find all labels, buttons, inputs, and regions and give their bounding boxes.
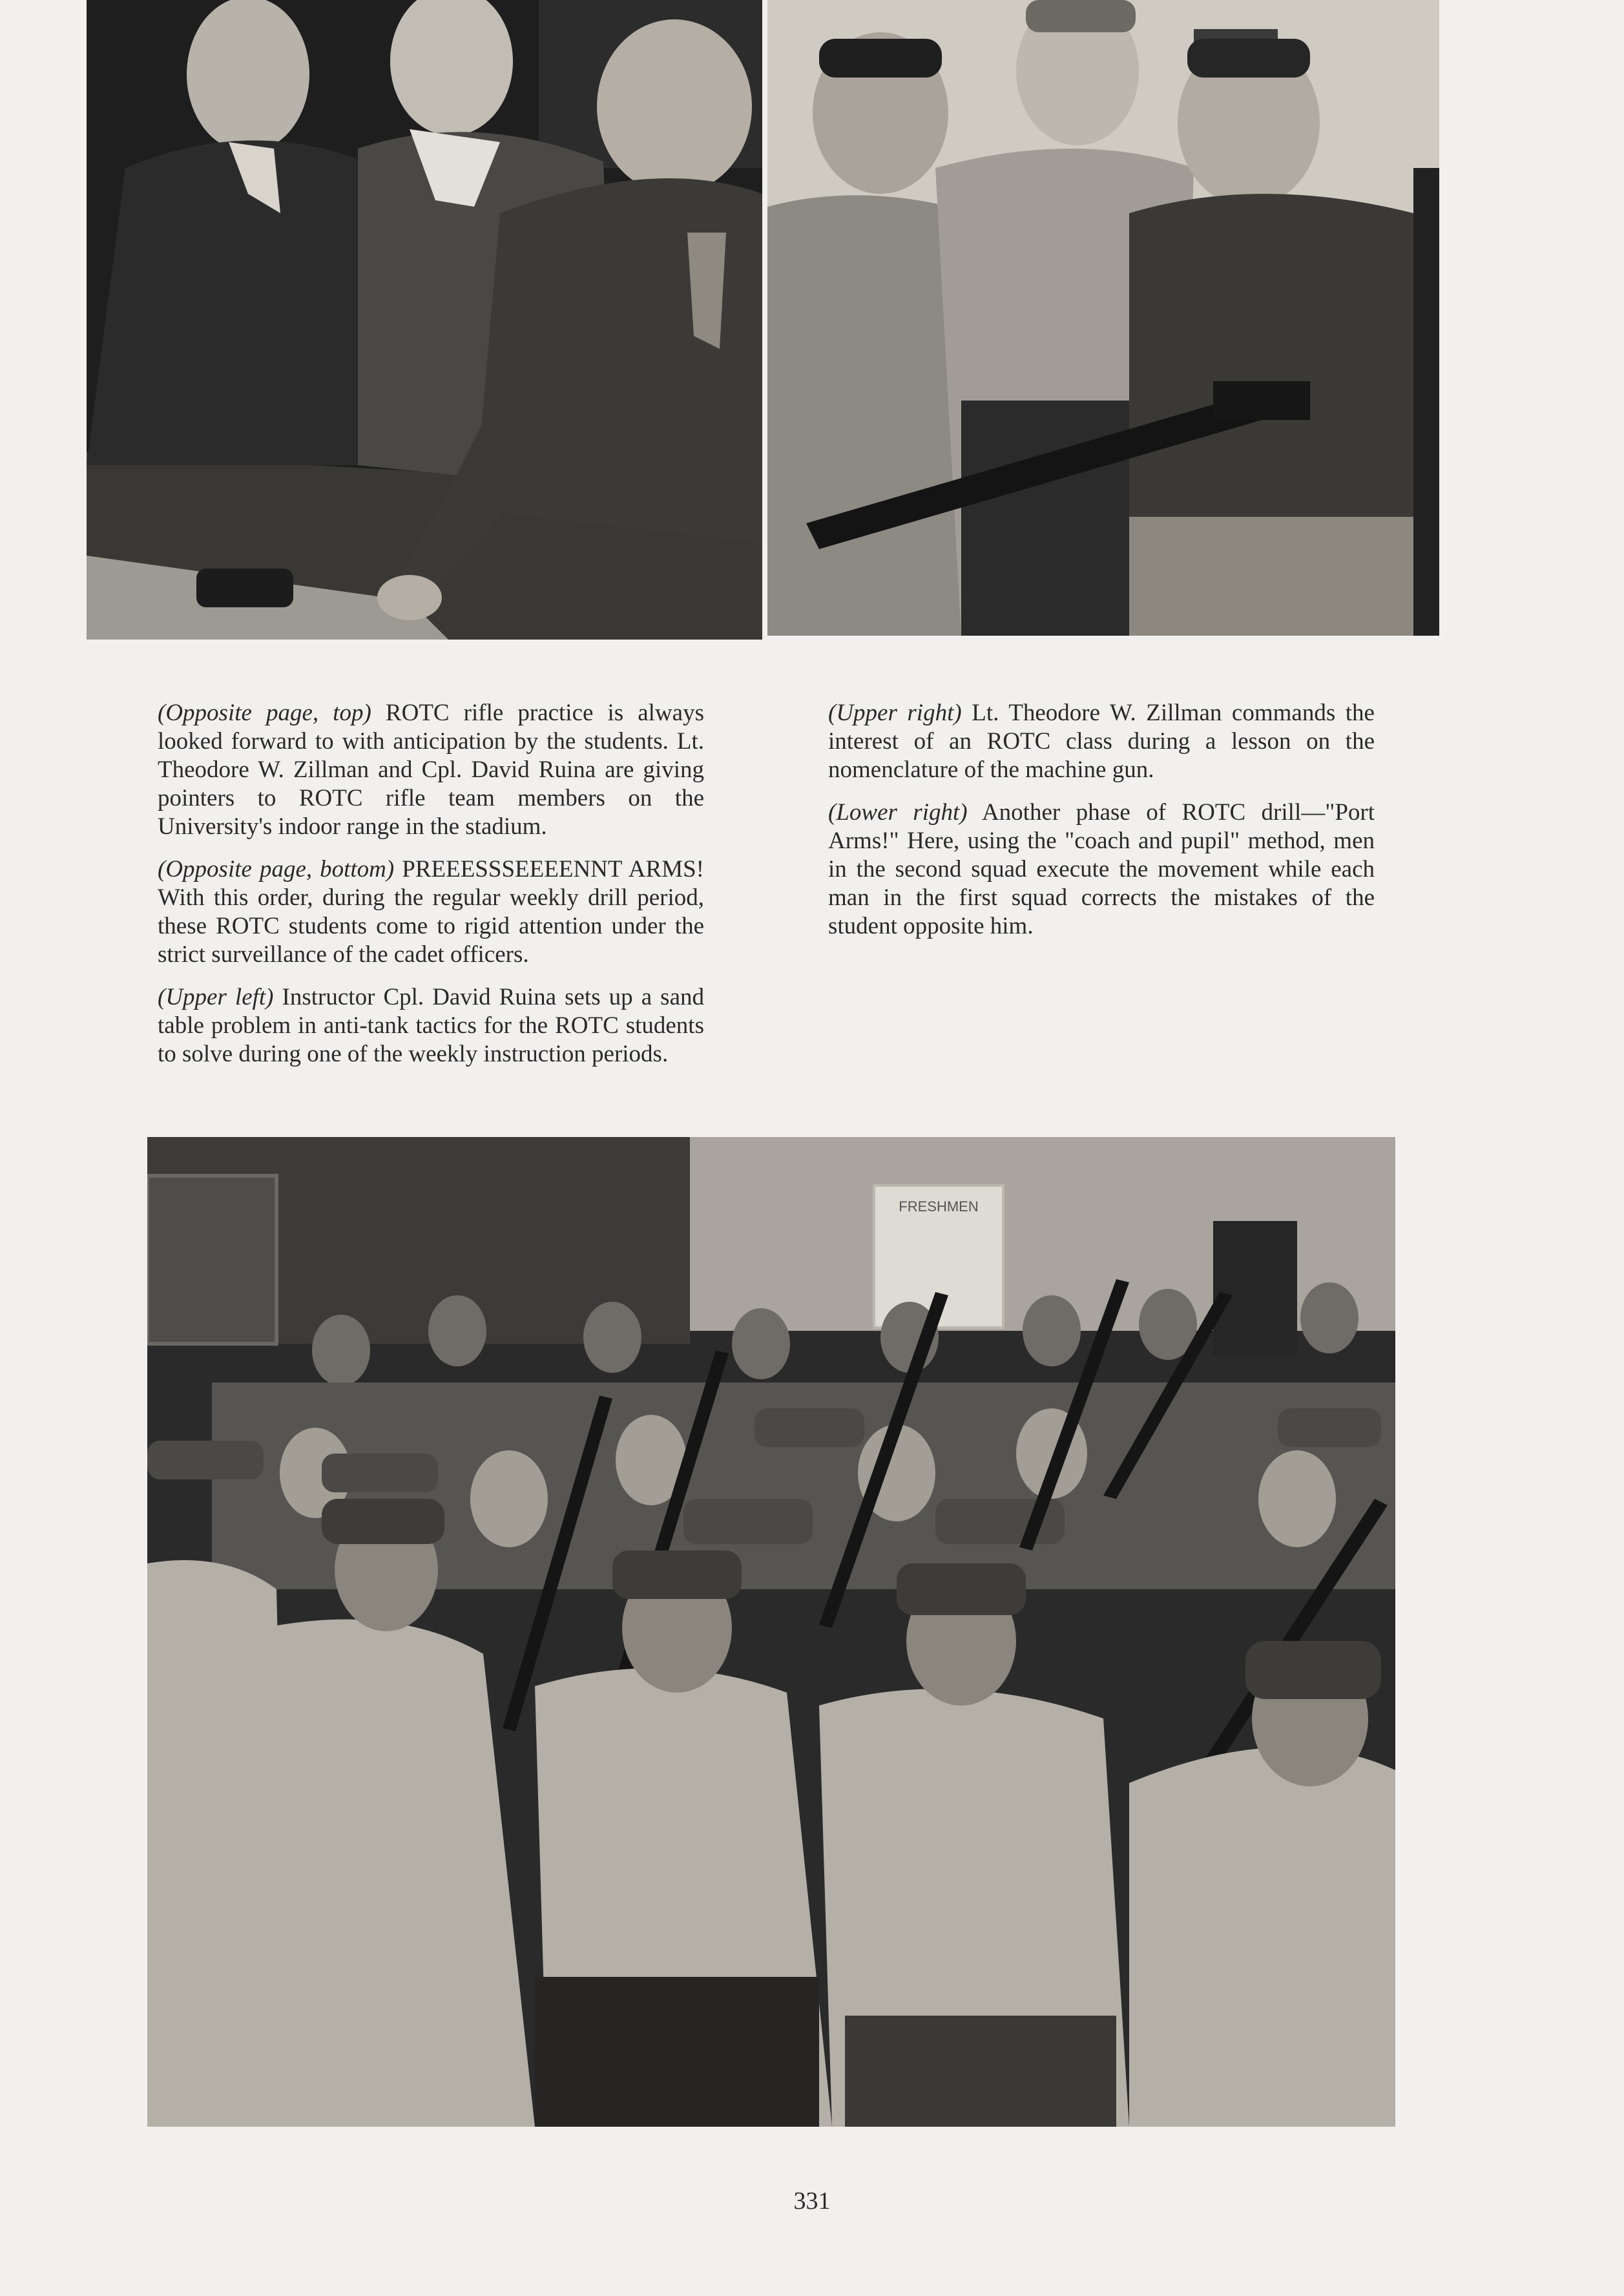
caption-text: ROTC rifle practice is always looked forward to with anticipation by the students. Lt. Theodore W. Zillman and Cpl. David Ruina are giving pointers to ROTC rifle team members on the University's indoor range in the stadium. xyxy=(158,700,704,840)
page-number: 331 xyxy=(793,2187,831,2215)
photo-upper-right-machine-gun xyxy=(767,0,1439,636)
photo-lower-port-arms-drill xyxy=(147,1137,1395,2127)
caption-label: (Opposite page, top) xyxy=(158,700,371,726)
caption-upper-left xyxy=(158,983,704,1069)
caption-label: (Opposite page, bottom) xyxy=(158,856,395,882)
caption-text: Lt. Theodore W. Zillman commands the interest of an ROTC class during a lesson on the nomenclature of the machine gun. xyxy=(828,700,1375,783)
caption-label: (Upper left) xyxy=(158,984,274,1010)
caption-opposite-top xyxy=(158,699,704,841)
photo-upper-left-graphic xyxy=(87,0,762,640)
caption-upper-right xyxy=(828,699,1375,784)
caption-text: Instructor Cpl. David Ruina sets up a sand table problem in anti-tank tactics for the ROTC students to solve during one of the weekly instruction periods. xyxy=(158,984,704,1067)
freshmen-sign-text: FRESHMEN xyxy=(899,1198,979,1215)
photo-upper-right-graphic xyxy=(767,0,1439,636)
caption-label: (Lower right) xyxy=(828,799,968,826)
photo-lower-graphic xyxy=(147,1137,1395,2127)
caption-column-left xyxy=(158,699,704,1083)
caption-column-right xyxy=(828,699,1375,955)
caption-text: PREEESSSEEEENNT ARMS! With this order, during the regular weekly drill period, these ROTC students come to rigid attention under the strict surveillance of the cadet officers. xyxy=(158,856,704,968)
caption-text: Another phase of ROTC drill—"Port Arms!" Here, using the "coach and pupil" method, men in the second squad execute the movement while each man in the first squad corrects the mistakes of the student opposite him. xyxy=(828,799,1375,939)
caption-opposite-bottom xyxy=(158,855,704,969)
caption-label: (Upper right) xyxy=(828,700,962,726)
photo-upper-left-sand-table xyxy=(87,0,762,640)
caption-lower-right xyxy=(828,798,1375,941)
